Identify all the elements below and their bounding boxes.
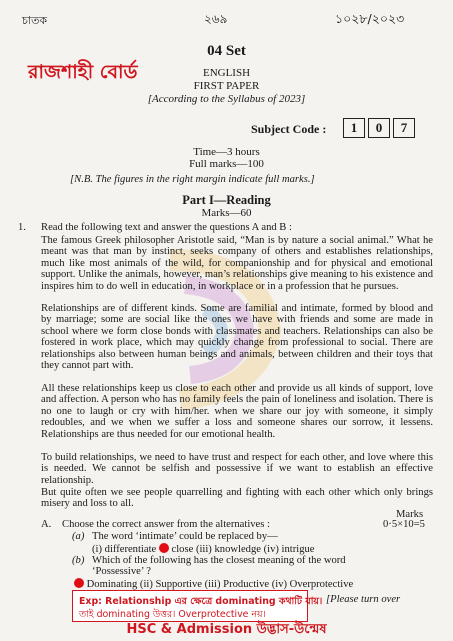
selected-answer-mark-icon — [74, 578, 84, 588]
qb-label: (b) — [72, 555, 85, 566]
qb-options — [74, 578, 353, 590]
header-left-text: চাতক — [22, 14, 48, 27]
explanation-line-2: তাই dominating উত্তর। Overprotective নয়। — [79, 609, 266, 620]
explanation-box — [72, 590, 323, 622]
qa-text: The word ‘intimate’ could be replaced by— — [92, 531, 278, 542]
passage-paragraph-4: To build relationships, we need to have trust and respect for each other, and love where this is needed. We cannot be selfish and possessive if we want to establish an effective relationship. — [41, 452, 433, 486]
instructions-note: [N.B. The figures in the right margin indicate full marks.] — [70, 174, 315, 185]
section-a-instruction: Choose the correct answer from the alternatives : — [62, 519, 270, 530]
section-a-marks: 0·5×10=5 — [383, 519, 425, 530]
board-name: রাজশাহী বোর্ড — [28, 61, 138, 83]
qa-label: (a) — [72, 531, 85, 542]
page-number: ২৬৯ — [204, 12, 228, 26]
qa-options — [92, 543, 315, 555]
section-a-label: A. — [41, 519, 52, 530]
qb-text-line-1: Which of the following has the closest meaning of the word — [92, 555, 346, 566]
footer-brand: HSC & Admission উদ্ভাস-উন্মেষ — [126, 622, 327, 637]
qa-option-i: (i) differentiate — [92, 544, 157, 555]
subject-code-boxes — [340, 118, 415, 138]
full-marks: Full marks—100 — [189, 158, 264, 170]
selected-answer-mark-icon — [159, 543, 169, 553]
part-marks: Marks—60 — [201, 207, 252, 219]
qa-option-rest: close (iii) knowledge (iv) intrigue — [171, 544, 315, 555]
question-instruction: Read the following text and answer the questions A and B : — [41, 222, 292, 233]
subject-code-digit: 1 — [343, 118, 365, 138]
set-label: 04 Set — [207, 43, 246, 59]
subject-code-digit: 7 — [393, 118, 415, 138]
exam-time: Time—3 hours — [193, 146, 260, 158]
paper-name: FIRST PAPER — [193, 80, 260, 92]
subject-code-label: Subject Code : — [251, 122, 327, 136]
marks-heading: Marks — [396, 509, 424, 520]
explanation-line-1: Exp: Relationship এর ক্ষেত্রে dominating কথাটি যায়। — [79, 596, 323, 607]
syllabus-note: [According to the Syllabus of 2023] — [147, 93, 306, 105]
passage-paragraph-5: But quite often we see people quarrelling and fighting with each other which only brings misery and loss to all. — [41, 487, 433, 510]
qb-option-rest: Dominating (ii) Supportive (iii) Productive (iv) Overprotective — [86, 579, 354, 590]
header-right-code: ১০২৮/২০২৩ — [335, 11, 405, 26]
subject-code-digit: 0 — [368, 118, 390, 138]
part-title: Part I—Reading — [182, 193, 271, 207]
passage-paragraph-2: Relationships are of different kinds. Some are familial and intimate, formed by blood and by marriage; some are social like the ones we have with friends and some are made in school where we form close bonds with classmates and teachers. Relationships can also be fostered in work place, which may quickly change from professional to social. There are relationships also between human beings and animals, between children and their toys that they cannot part with. — [41, 303, 433, 372]
turn-over-note: [Please turn over — [326, 594, 401, 605]
passage-paragraph-1: The famous Greek philosopher Aristotle said, “Man is by nature a social animal.” What he meant was that man by instinct, seeks company of others and establishes relationships, much like most animals of the wild, for companionship and for physical and emotional support. Unlike the animals, however, man’s relationships give meaning to his existence and inspires him to do well in education, in workplace or in a profession that he pursues. — [41, 235, 433, 292]
qb-text-line-2: ‘Possessive’ ? — [92, 566, 151, 577]
subject-name: ENGLISH — [202, 67, 251, 79]
question-number: 1. — [18, 222, 26, 233]
passage-paragraph-3: All these relationships keep us close to each other and provide us all kinds of support, love and affection. A person who has no family feels the pain of loneliness and isolation. There is no one to laugh or cry with him/her. when we share our joy with someone, it simply redoubles, and we when we suffer a loss and someone shares our sorrow, it lessens. Relationships are thus needed for our emotional health. — [41, 383, 433, 440]
